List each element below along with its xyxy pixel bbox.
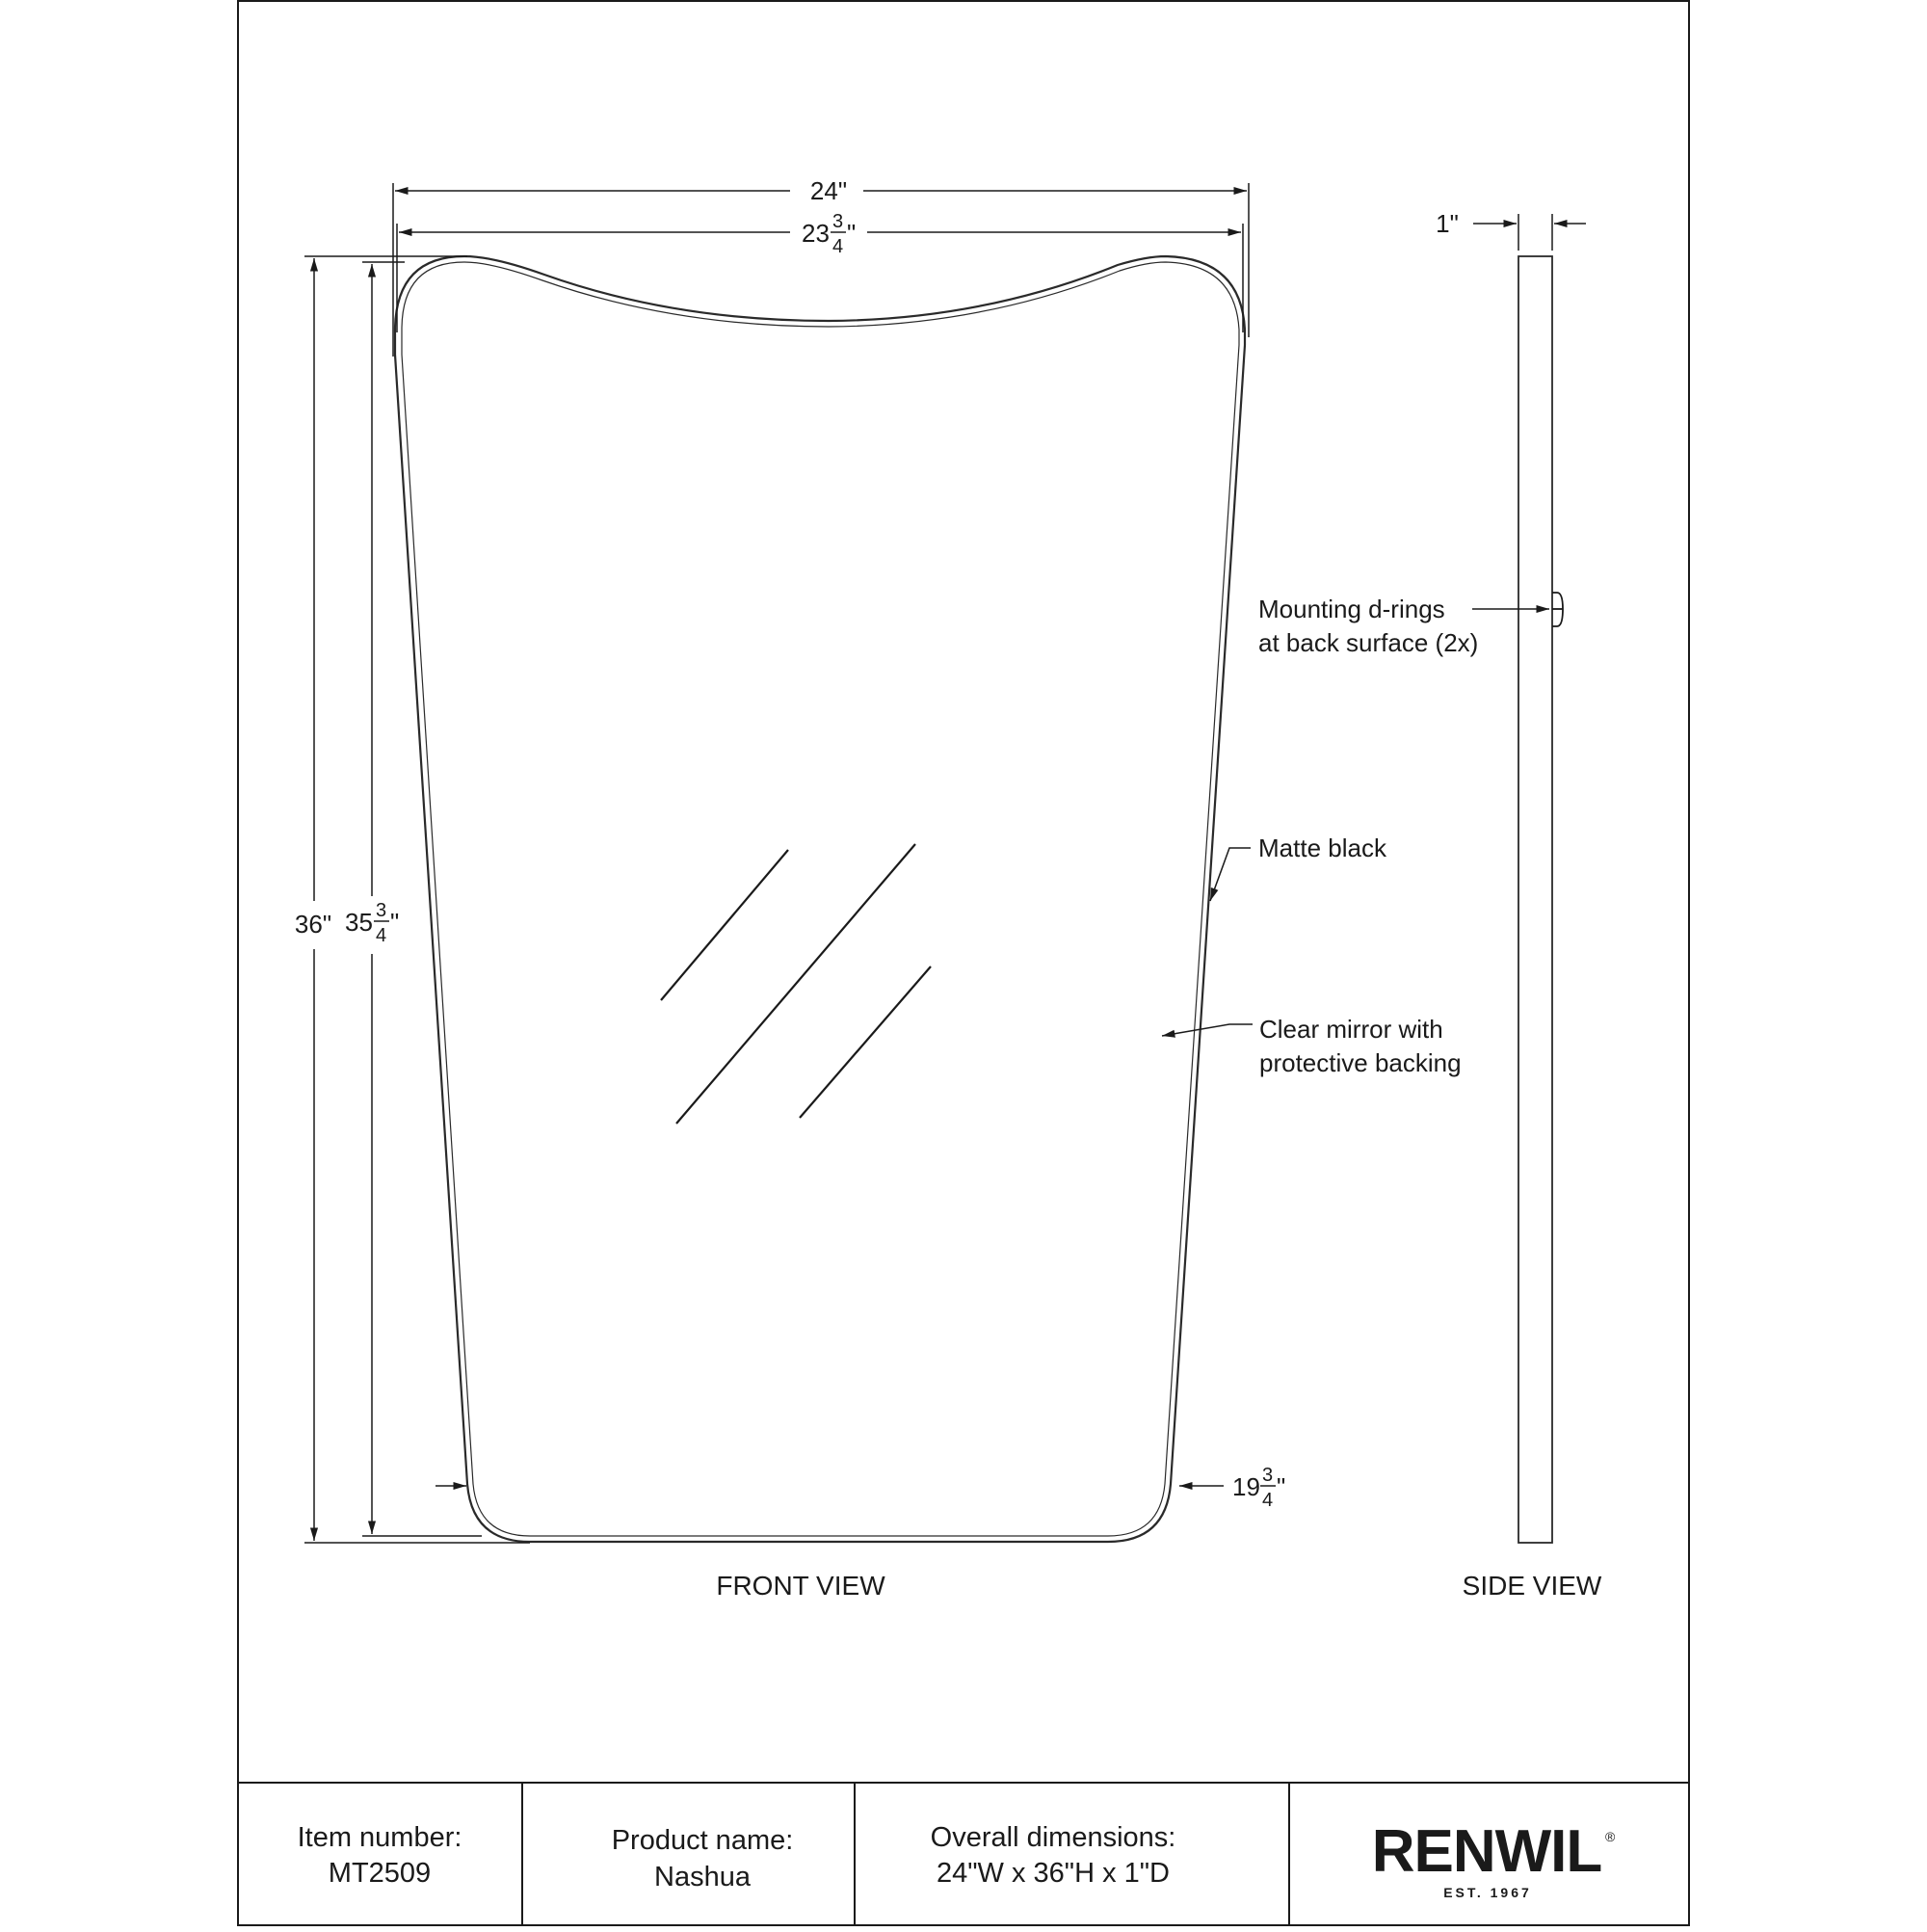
overall-dimensions-value: 24"W x 36"H x 1"D [936, 1858, 1171, 1889]
svg-text:®: ® [1605, 1829, 1616, 1844]
svg-text:RENWIL: RENWIL [1371, 1818, 1602, 1885]
svg-text:19: 19 [1232, 1472, 1260, 1501]
mounting-note-line2: at back surface (2x) [1258, 628, 1479, 657]
mirror-outline [395, 256, 1245, 1542]
svg-text:4: 4 [832, 236, 844, 257]
sheet-border [238, 1, 1689, 1925]
svg-text:35: 35 [345, 908, 373, 937]
svg-text:": " [1277, 1472, 1286, 1501]
depth-label: 1" [1436, 209, 1459, 238]
svg-text:4: 4 [376, 925, 387, 946]
inner-width-label [802, 211, 856, 257]
overall-dimensions-label: Overall dimensions: [930, 1822, 1176, 1853]
svg-text:23: 23 [802, 219, 830, 248]
svg-text:3: 3 [1262, 1465, 1274, 1486]
overall-height-label: 36" [294, 910, 332, 939]
mirror-note-line2: protective backing [1259, 1048, 1462, 1077]
mounting-note-line1: Mounting d-rings [1258, 595, 1445, 623]
finish-leader [1210, 848, 1251, 901]
side-view-label: SIDE VIEW [1462, 1571, 1602, 1601]
product-name-label: Product name: [611, 1825, 794, 1856]
mirror-note-line1: Clear mirror with [1259, 1015, 1443, 1044]
mirror-glass-reflection [661, 844, 931, 1124]
inner-height-label [345, 900, 399, 946]
mirror-leader [1162, 1024, 1253, 1036]
svg-text:": " [390, 908, 400, 937]
svg-text:": " [847, 219, 857, 248]
brand-logo [1372, 1818, 1616, 1900]
svg-text:3: 3 [832, 211, 844, 232]
front-view-label: FRONT VIEW [716, 1571, 885, 1601]
finish-note: Matte black [1258, 834, 1386, 862]
dimension-overall-width [393, 183, 1249, 357]
item-number-value: MT2509 [328, 1858, 432, 1889]
dimension-overall-height [304, 256, 530, 1543]
bottom-width-label [1232, 1465, 1285, 1511]
svg-text:4: 4 [1262, 1490, 1274, 1511]
item-number-label: Item number: [297, 1822, 462, 1853]
svg-text:EST. 1967: EST. 1967 [1443, 1885, 1532, 1900]
dimension-depth [1473, 214, 1586, 251]
overall-width-label: 24" [809, 176, 848, 205]
product-name-value: Nashua [654, 1862, 751, 1892]
d-ring-icon [1552, 593, 1563, 626]
svg-text:3: 3 [376, 900, 387, 921]
side-profile [1518, 256, 1552, 1543]
